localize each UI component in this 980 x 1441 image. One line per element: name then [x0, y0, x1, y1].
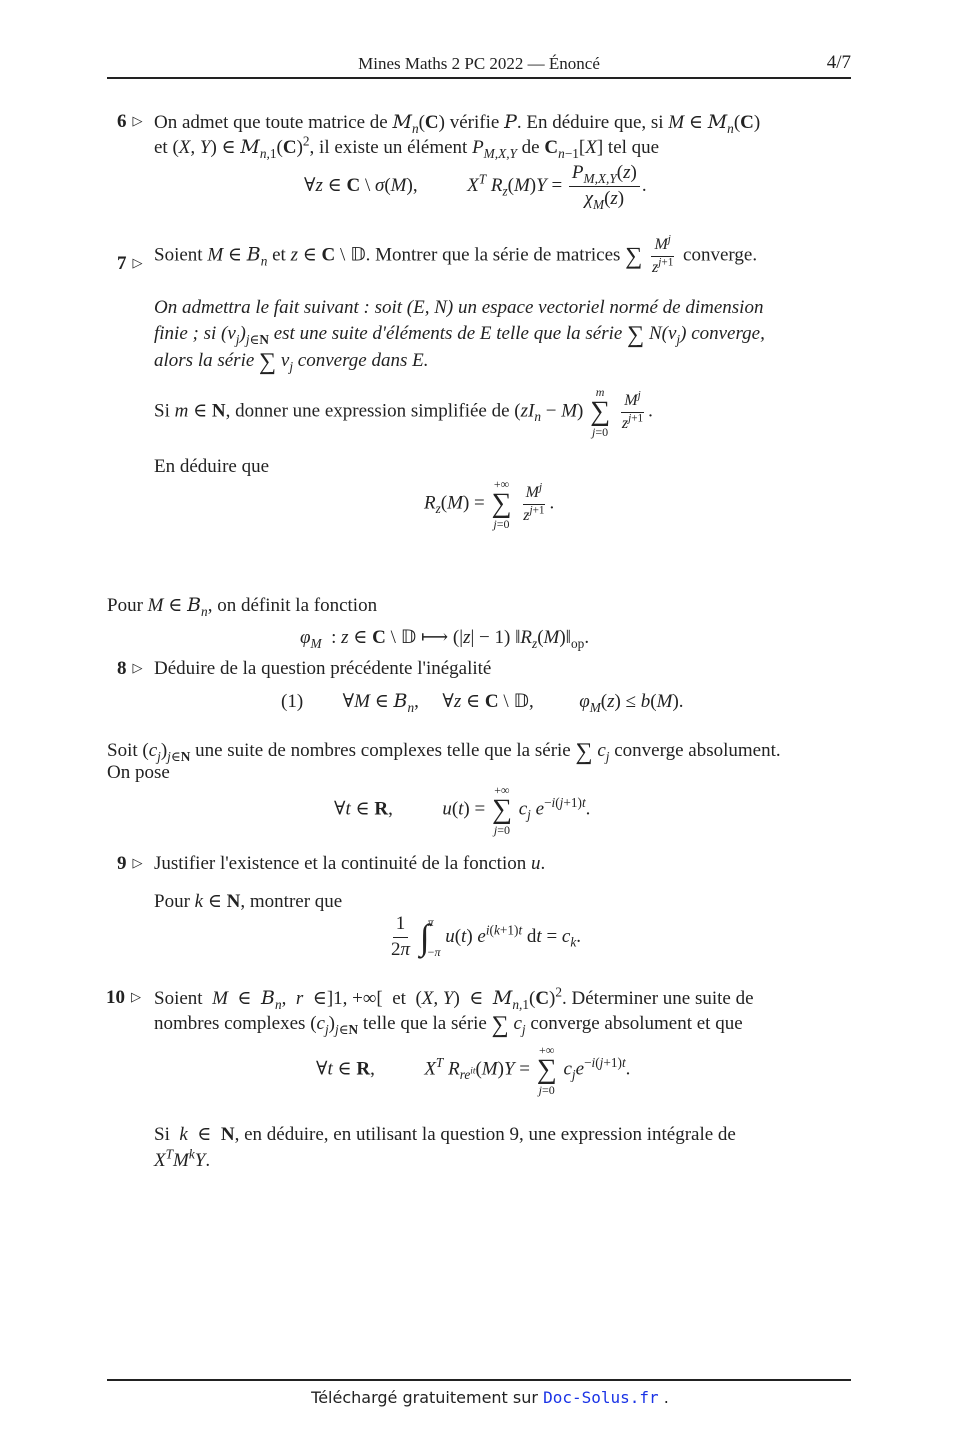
footer-rule	[107, 1379, 851, 1381]
q10-line-2: nombres complexes $(c_j)_{j\in N}$ telle que la série ∑ $c_j$ converge absolument et que	[154, 1012, 743, 1038]
page-footer: Téléchargé gratuitement sur Doc-Solus.fr .	[311, 1388, 669, 1407]
inequality-1: (1) ∀M ∈ $B_n$, ∀z ∈ C \ 𝔻, $\varphi_M(z) \le b(M)$.	[281, 690, 684, 715]
equation-tag: (1)	[281, 691, 304, 712]
question-8-marker: 8 ▷	[117, 658, 143, 679]
en-deduire-line: En déduire que	[154, 456, 270, 477]
q7-line-1: Soient M ∈ $B_n$ et z ∈ C \ 𝔻. Montrer que la série de matrices ∑ $\frac{M^j}{z^{j+1}}$ converge.	[154, 233, 758, 276]
phi-definition: $\varphi_M$ : z ∈ C \ 𝔻 ⟼ (|z| − 1) $‖R_z(M)‖_{op}$.	[300, 626, 590, 651]
question-6-marker: 6 ▷	[117, 111, 143, 132]
soit-line: Soit $(c_j)_{j\in N}$ une suite de nombres complexes telle que la série ∑ $c_j$ converge absolument.	[107, 739, 781, 765]
header-rule	[107, 77, 851, 79]
q9-line: Justifier l'existence et la continuité de la fonction u.	[154, 853, 546, 874]
q6-equation: ∀z ∈ C \ σ(M), $X^T$ $R_z(M)Y$ = $\frac{P_{M,X,Y}(z)}{\chi_M(z)}$ .	[304, 162, 647, 212]
on-pose-line: On pose	[107, 762, 170, 783]
doc-solus-link[interactable]: Doc-Solus.fr	[543, 1388, 659, 1407]
page-header	[107, 0, 851, 79]
resolvent-series-equation: $R_z(M)$ = +∞ ∑ j=0 $\frac{M^j}{z^{j+1}}$ .	[424, 477, 555, 531]
q8-line: Déduire de la question précédente l'inégalité	[154, 658, 492, 679]
pour-k-line: Pour k ∈ N, montrer que	[154, 891, 343, 912]
si-k-line-2: $X^TM^kY$.	[154, 1146, 211, 1171]
question-9-marker: 9 ▷	[117, 853, 143, 874]
q10-equation: ∀t ∈ R, $X^T$ $R_{re^{it}}(M)Y$ = +∞ ∑ j=0 $c_je^{-i(j+1)t}$.	[316, 1043, 631, 1097]
admit-line-3: alors la série ∑ $v_j$ converge dans E.	[154, 349, 429, 375]
question-10-marker: 10 ▷	[106, 987, 141, 1008]
q6-line-1: On admet que toute matrice de $M_n(C)$ vérifie P. En déduire que, si M ∈ $M_n(C)$	[154, 111, 761, 136]
fourier-coefficient-equation: $\frac{1}{2\pi}$ ∫ π −π u(t) $e^{i(k+1)t}$ dt = $c_k$.	[391, 913, 581, 960]
q6-line-2: et (X, Y) ∈ $M_{n,1}(C)^2$, il existe un élément $P_{M,X,Y}$ de $C_{n-1}[X]$ tel que	[154, 133, 660, 161]
pour-M-line: Pour M ∈ $B_n$, on définit la fonction	[107, 594, 378, 619]
question-7-marker: 7 ▷	[117, 253, 143, 274]
si-k-line-1: Si k ∈ N, en déduire, en utilisant la question 9, une expression intégrale de	[154, 1124, 736, 1145]
u-definition: ∀t ∈ R, u(t) = +∞ ∑ j=0 $c_j$ $e^{-i(j+1)t}$.	[334, 783, 591, 837]
document-title: Mines Maths 2 PC 2022 — Énoncé	[358, 54, 600, 73]
q10-line-1: Soient M ∈ $B_n$, r ∈]1, +∞[ et (X, Y) ∈ $M_{n,1}(C)^2$. Déterminer une suite de	[154, 984, 754, 1012]
admit-line-2: finie ; si $(v_j)_{j\in N}$ est une suite d'éléments de E telle que la série ∑ $N(v_j)$ converge,	[154, 322, 765, 348]
si-m-line: Si m ∈ N, donner une expression simplifiée de $(zI_n - M)$ m ∑ j=0 $\frac{M^j}{z^{j+1}}$ .	[154, 385, 653, 439]
page-number: 4/7	[826, 52, 851, 73]
admit-line-1: On admettra le fait suivant : soit (E, N) un espace vectoriel normé de dimension	[154, 297, 764, 318]
